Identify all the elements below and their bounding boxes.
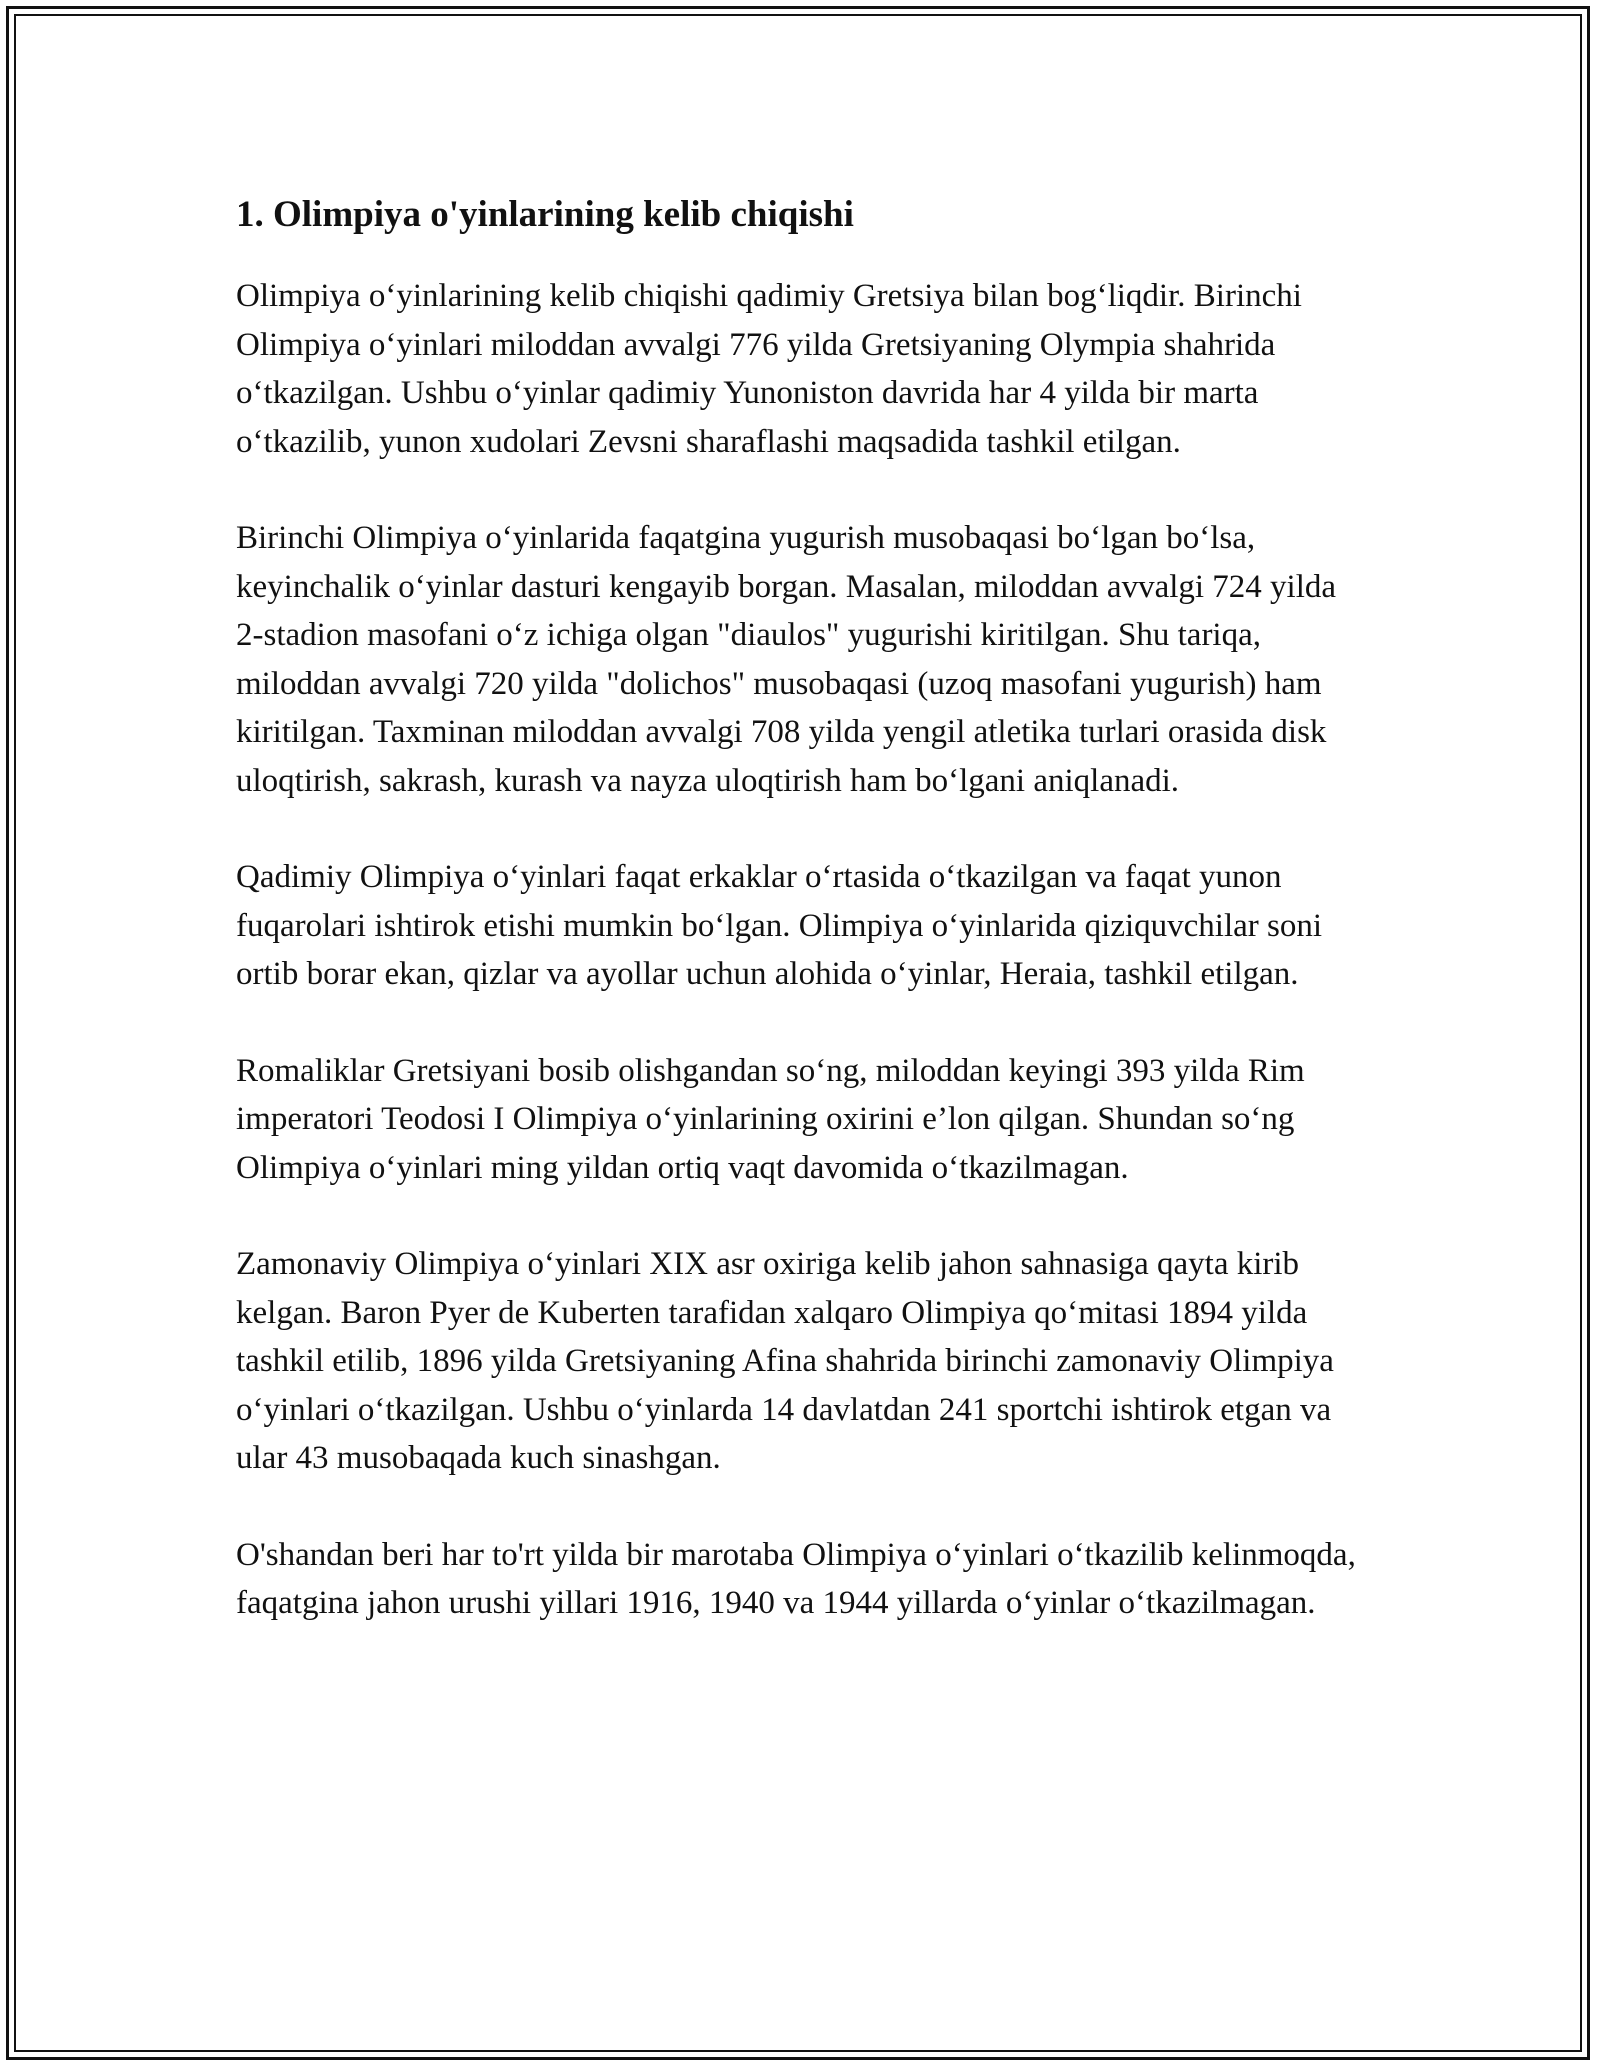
paragraph-events-expansion: Birinchi Olimpiya o‘yinlarida faqatgina yugurish musobaqasi bo‘lgan bo‘lsa, keyinchalik o‘yinlar dasturi kengayib borgan. Masalan, miloddan avvalgi 724 yilda 2-stadion masofani o‘z ichiga olgan "diaulos" yugurishi kiritilgan. Shu tariqa, miloddan avvalgi 720 yilda "dolichos" musobaqasi (uzoq masofani yugurish) ham kiritilgan. Taxminan miloddan avvalgi 708 yilda yengil atletika turlari orasida disk uloqtirish, sakrash, kurash va nayza uloqtirish ham bo‘lgani aniqlanadi. [236,520,1337,799]
paragraph-ending: Romaliklar Gretsiyani bosib olishgandan so‘ng, miloddan keyingi 393 yilda Rim imperatori Teodosi I Olimpiya o‘yinlarining oxirini e’lon qilgan. Shundan so‘ng Olimpiya o‘yinlari ming yildan ortiq vaqt davomida o‘tkazilmagan. [236,1052,1305,1186]
paragraph-origins: Olimpiya o‘yinlarining kelib chiqishi qadimiy Gretsiya bilan bog‘liqdir. Birinchi Olimpiya o‘yinlari miloddan avvalgi 776 yilda Gretsiyaning Olympia shahrida o‘tkazilgan. Ushbu o‘yinlar qadimiy Yunoniston davrida har 4 yilda bir marta o‘tkazilib, yunon xudolari Zevsni sharaflashi maqsadida tashkil etilgan. [236,278,1302,460]
paragraph-participants: Qadimiy Olimpiya o‘yinlari faqat erkaklar o‘rtasida o‘tkazilgan va faqat yunon fuqarolari ishtirok etishi mumkin bo‘lgan. Olimpiya o‘yinlarida qiziquvchilar soni ortib borar ekan, qizlar va ayollar uchun alohida o‘yinlar, Heraia, tashkil etilgan. [236,859,1323,992]
document-title: 1. Olimpiya o'yinlarining kelib chiqishi [236,194,854,235]
paragraph-modern-revival: Zamonaviy Olimpiya o‘yinlari XIX asr oxiriga kelib jahon sahnasiga qayta kirib kelgan. Baron Pyer de Kuberten tarafidan xalqaro Olimpiya qo‘mitasi 1894 yilda tashkil etilib, 1896 yilda Gretsiyaning Afina shahrida birinchi zamonaviy Olimpiya o‘yinlari o‘tkazilgan. Ushbu o‘yinlarda 14 davlatdan 241 sportchi ishtirok etgan va ular 43 musobaqada kuch sinashgan. [236,1246,1334,1476]
document-body [236,186,1366,1676]
paragraph-since-then: O'shandan beri har to'rt yilda bir marotaba Olimpiya o‘yinlari o‘tkazilib kelinmoqda, faqatgina jahon urushi yillari 1916, 1940 va 1944 yillarda o‘yinlar o‘tkazilmagan. [236,1536,1356,1621]
